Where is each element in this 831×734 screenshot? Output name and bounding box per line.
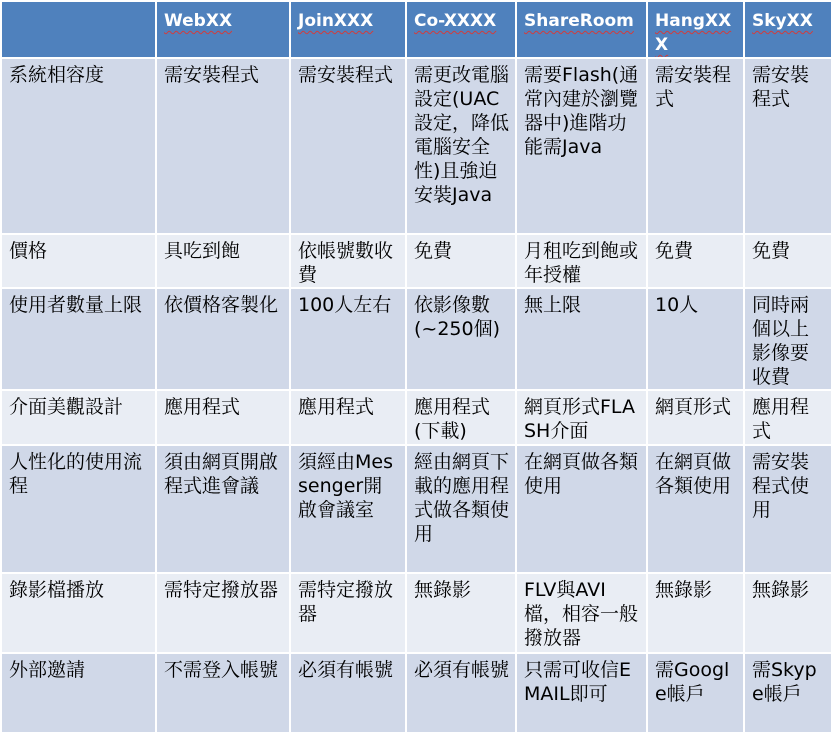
header-cell-skyxx: SkyXX xyxy=(744,1,831,58)
row-label: 價格 xyxy=(1,234,156,288)
table-cell: 需特定撥放器 xyxy=(290,573,406,653)
table-cell: 在網頁做各類使用 xyxy=(516,445,647,573)
table-cell: 必須有帳號 xyxy=(290,653,406,733)
header-cell-shareroom: ShareRoom xyxy=(516,1,647,58)
table-cell: 依影像數(~250個) xyxy=(406,288,516,390)
table-cell: 具吃到飽 xyxy=(156,234,290,288)
table-cell: 應用程式(下載) xyxy=(406,390,516,445)
table-cell: 無錄影 xyxy=(647,573,744,653)
table-cell: 10人 xyxy=(647,288,744,390)
table-cell: 應用程式 xyxy=(290,390,406,445)
table-cell: 100人左右 xyxy=(290,288,406,390)
table-cell: 免費 xyxy=(647,234,744,288)
table-row-external-invite xyxy=(1,653,831,733)
table-cell: 不需登入帳號 xyxy=(156,653,290,733)
table-cell: 只需可收信EMAIL即可 xyxy=(516,653,647,733)
table-cell: 應用程式 xyxy=(156,390,290,445)
table-row-interface-design xyxy=(1,390,831,445)
table-row-price xyxy=(1,234,831,288)
table-cell: 免費 xyxy=(744,234,831,288)
row-label: 系統相容度 xyxy=(1,58,156,234)
table-cell: 經由網頁下載的應用程式做各類使用 xyxy=(406,445,516,573)
table-cell: 需安裝程式 xyxy=(156,58,290,234)
table-cell: 需更改電腦設定(UAC設定，降低電腦安全性)且強迫安裝Java xyxy=(406,58,516,234)
table-row-recording-playback xyxy=(1,573,831,653)
table-cell: 須經由Messenger開啟會議室 xyxy=(290,445,406,573)
table-cell: 無錄影 xyxy=(744,573,831,653)
row-label: 錄影檔播放 xyxy=(1,573,156,653)
table-cell: 需安裝程式 xyxy=(744,58,831,234)
table-cell: 無上限 xyxy=(516,288,647,390)
row-label: 使用者數量上限 xyxy=(1,288,156,390)
table-cell: 在網頁做各類使用 xyxy=(647,445,744,573)
header-row xyxy=(1,1,831,58)
header-cell-joinxxx: JoinXXX xyxy=(290,1,406,58)
table-cell: 需Google帳戶 xyxy=(647,653,744,733)
table-cell: 需安裝程式使用 xyxy=(744,445,831,573)
table-cell: 月租吃到飽或年授權 xyxy=(516,234,647,288)
table-cell: 需特定撥放器 xyxy=(156,573,290,653)
header-cell-webxx: WebXX xyxy=(156,1,290,58)
table-cell: 網頁形式 xyxy=(647,390,744,445)
table-row-compatibility xyxy=(1,58,831,234)
row-label: 人性化的使用流程 xyxy=(1,445,156,573)
table-cell: 依帳號數收費 xyxy=(290,234,406,288)
table-cell: 必須有帳號 xyxy=(406,653,516,733)
table-cell: 須由網頁開啟程式進會議 xyxy=(156,445,290,573)
table-cell: 需安裝程式 xyxy=(290,58,406,234)
header-cell-blank xyxy=(1,1,156,58)
table-cell: 需Skype帳戶 xyxy=(744,653,831,733)
header-cell-co-xxxx: Co-XXXX xyxy=(406,1,516,58)
table-cell: 應用程式 xyxy=(744,390,831,445)
table-cell: 需安裝程式 xyxy=(647,58,744,234)
table-cell: 同時兩個以上影像要收費 xyxy=(744,288,831,390)
table-cell: 網頁形式FLASH介面 xyxy=(516,390,647,445)
header-cell-hangxxx: HangXXX xyxy=(647,1,744,58)
table-row-usability-flow xyxy=(1,445,831,573)
table-cell: 需要Flash(通常內建於瀏覽器中)進階功能需Java xyxy=(516,58,647,234)
table-cell: 免費 xyxy=(406,234,516,288)
table-cell: FLV與AVI檔，相容一般撥放器 xyxy=(516,573,647,653)
table-row-user-limit xyxy=(1,288,831,390)
row-label: 介面美觀設計 xyxy=(1,390,156,445)
table-cell: 無錄影 xyxy=(406,573,516,653)
row-label: 外部邀請 xyxy=(1,653,156,733)
table-cell: 依價格客製化 xyxy=(156,288,290,390)
